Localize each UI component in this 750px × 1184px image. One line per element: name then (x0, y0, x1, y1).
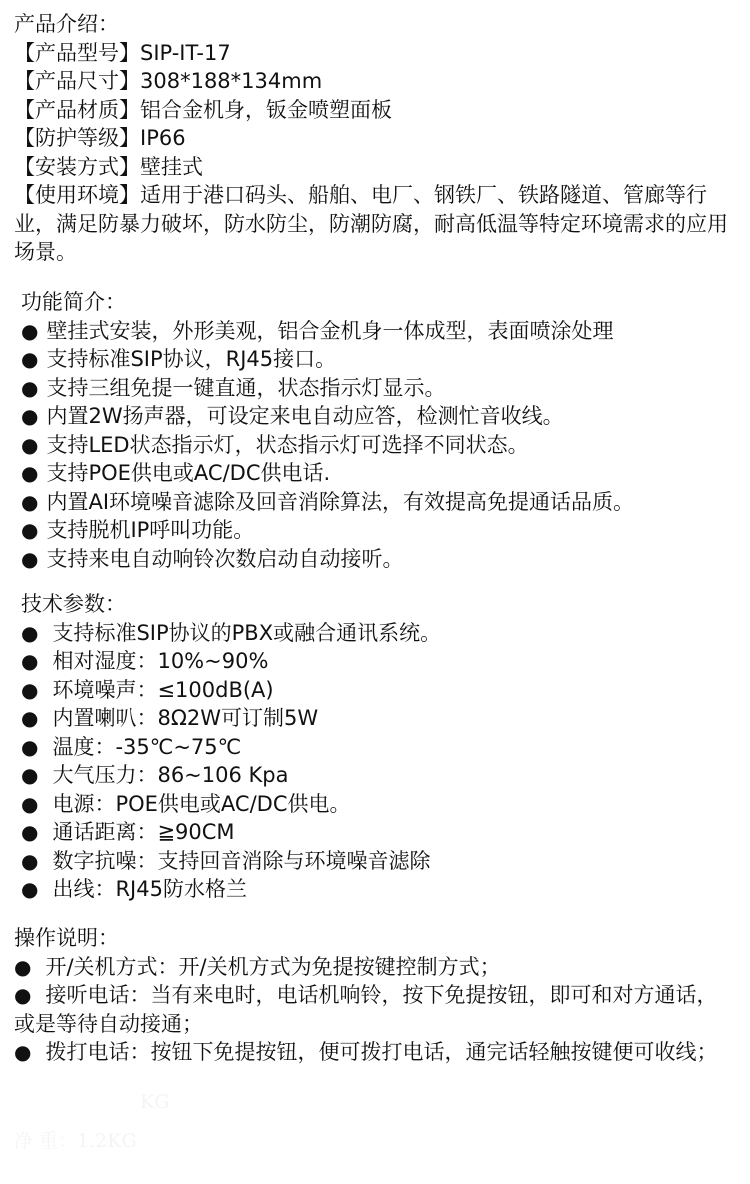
spec-text: 出线：RJ45防水格兰 (52, 877, 247, 901)
bullet-icon: ● (21, 848, 39, 873)
bullet-icon: ● (21, 791, 39, 816)
spec-text: 相对湿度：10%~90% (52, 649, 269, 673)
list-item (0, 676, 750, 705)
faint-weight-line: 净 重：1.2KG (14, 1130, 137, 1152)
list-item (0, 981, 730, 1038)
spec-text: 大气压力：86~106 Kpa (52, 763, 289, 787)
spec-text: 电源：POE供电或AC/DC供电。 (52, 791, 351, 816)
feature-text: 内置AI环境噪音滤除及回音消除算法，有效提高免提通话品质。 (46, 489, 635, 514)
bullet-icon: ● (21, 734, 39, 759)
bullet-icon: ● (21, 677, 39, 702)
bullet-icon: ● (21, 820, 39, 844)
list-item (0, 875, 750, 904)
list-item (0, 459, 750, 488)
specs-heading: 技术参数： (21, 592, 126, 616)
list-item (0, 647, 750, 676)
spec-text: 环境噪声：≤100dB(A) (52, 677, 274, 702)
intro-protection: 【防护等级】IP66 (14, 126, 186, 150)
operation-section (0, 924, 750, 1067)
feature-text: 支持LED状态指示灯，状态指示灯可选择不同状态。 (46, 432, 529, 457)
bullet-icon: ● (21, 763, 39, 787)
bullet-icon: ● (21, 461, 39, 485)
bullet-icon: ● (21, 546, 39, 571)
feature-text: 壁挂式安装，外形美观，铝合金机身一体成型，表面喷涂处理 (46, 318, 614, 343)
bullet-icon: ● (21, 318, 39, 343)
list-item (0, 317, 750, 346)
features-section (0, 288, 750, 573)
intro-heading: 产品介绍： (14, 12, 119, 36)
list-item (0, 488, 750, 517)
bullet-icon: ● (21, 518, 39, 542)
list-item (0, 545, 750, 574)
list-item (0, 761, 750, 790)
intro-environment: 【使用环境】适用于港口码头、船舶、电厂、钢铁厂、铁路隧道、管廊等行业，满足防暴力破坏，防水防尘，防潮防腐，耐高低温等特定环境需求的应用场景。 (14, 183, 728, 264)
intro-installation: 【安装方式】壁挂式 (14, 154, 203, 179)
faint-weight-fragment: KG (140, 1091, 170, 1113)
list-item (0, 1038, 730, 1067)
features-heading: 功能简介： (21, 290, 126, 314)
operation-text: 开/关机方式：开/关机方式为免提按键控制方式； (45, 954, 501, 979)
intro-section (0, 10, 750, 267)
intro-model: 【产品型号】SIP-IT-17 (14, 40, 231, 65)
bullet-icon: ● (21, 649, 39, 673)
list-item (0, 704, 750, 733)
spec-text: 通话距离：≧90CM (52, 820, 235, 844)
bullet-icon: ● (21, 375, 39, 400)
operation-heading: 操作说明： (14, 926, 119, 950)
bullet-icon: ● (14, 983, 32, 1007)
bullet-icon: ● (21, 404, 39, 428)
list-item (0, 953, 750, 982)
spec-text: 数字抗噪：支持回音消除与环境噪音滤除 (52, 848, 431, 873)
list-item (0, 345, 750, 374)
spec-text: 支持标准SIP协议的PBX或融合通讯系统。 (52, 620, 442, 645)
spec-text: 温度：-35℃~75℃ (52, 734, 242, 759)
bullet-icon: ● (21, 620, 39, 645)
list-item (0, 374, 750, 403)
bullet-icon: ● (14, 1040, 32, 1064)
bullet-icon: ● (21, 489, 39, 514)
operation-text: 接听电话：当有来电时，电话机响铃，按下免提按钮，即可和对方通话，或是等待自动接通； (14, 983, 718, 1036)
list-item (0, 516, 750, 545)
intro-size: 【产品尺寸】308*188*134mm (14, 69, 323, 93)
bullet-icon: ● (21, 432, 39, 457)
spec-text: 内置喇叭：8Ω2W可订制5W (52, 706, 319, 730)
list-item (0, 733, 750, 762)
list-item (0, 818, 750, 847)
intro-material: 【产品材质】铝合金机身，钣金喷塑面板 (14, 97, 392, 122)
feature-text: 支持三组免提一键直通，状态指示灯显示。 (46, 375, 446, 400)
feature-text: 支持来电自动响铃次数启动自动接听。 (46, 546, 404, 571)
feature-text: 内置2W扬声器，可设定来电自动应答，检测忙音收线。 (46, 404, 564, 428)
specs-section (0, 590, 750, 904)
feature-text: 支持POE供电或AC/DC供电话. (46, 461, 331, 485)
list-item (0, 619, 750, 648)
operation-text: 拨打电话：按钮下免提按钮，便可拨打电话，通完话轻触按键便可收线； (45, 1040, 718, 1064)
bullet-icon: ● (14, 954, 32, 979)
bullet-icon: ● (21, 347, 39, 371)
list-item (0, 847, 750, 876)
feature-text: 支持标准SIP协议，RJ45接口。 (46, 347, 337, 371)
feature-text: 支持脱机IP呼叫功能。 (46, 518, 255, 542)
bullet-icon: ● (21, 877, 39, 901)
list-item (0, 431, 750, 460)
list-item (0, 790, 750, 819)
bullet-icon: ● (21, 706, 39, 730)
list-item (0, 402, 750, 431)
